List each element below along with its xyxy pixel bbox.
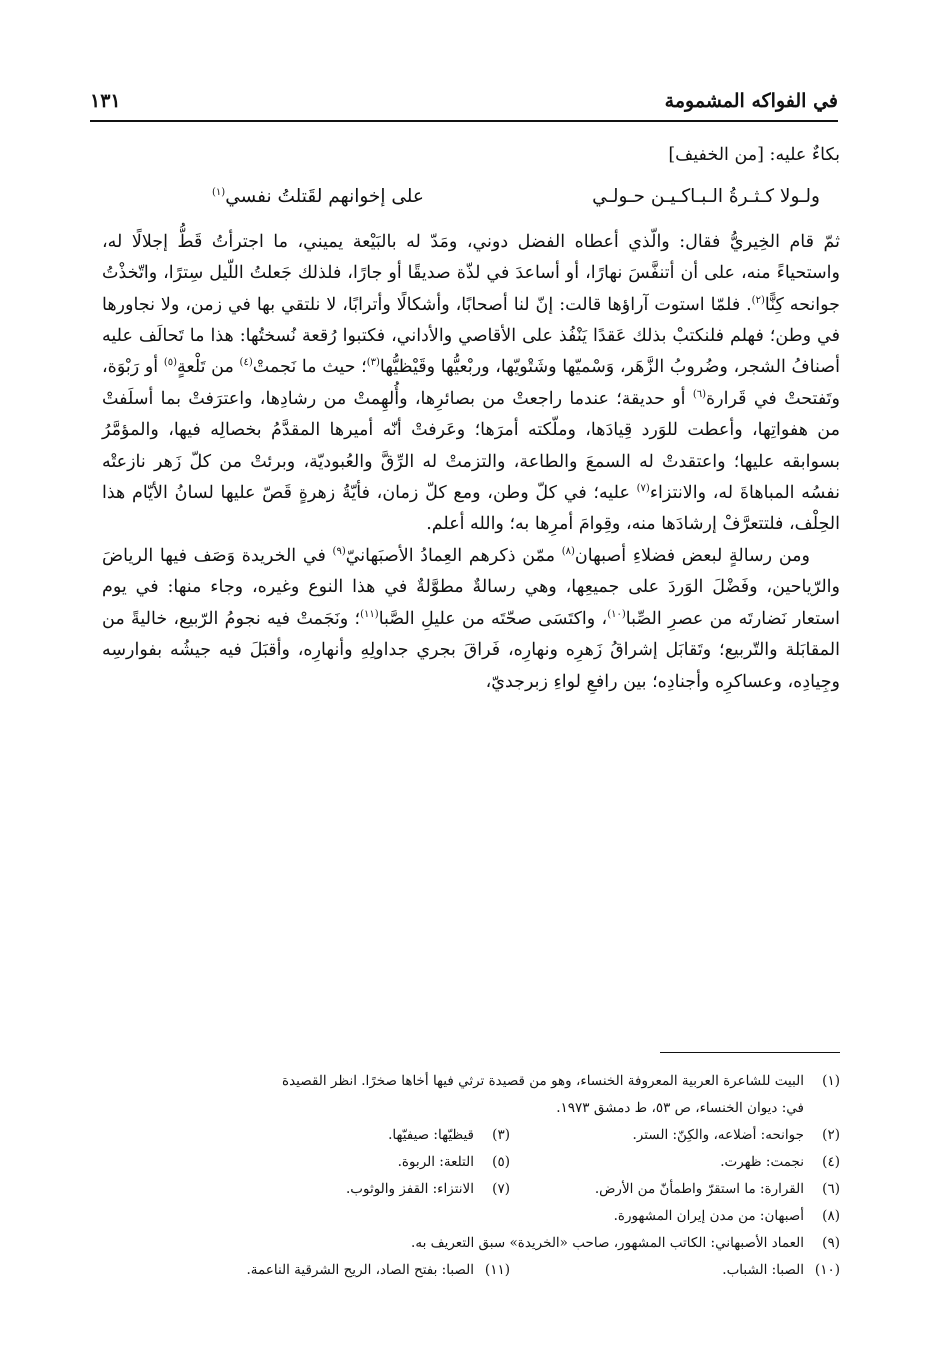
footnote-1-continuation <box>100 1095 840 1122</box>
footnote-row-6 <box>100 1230 840 1257</box>
paragraph-1-text-7: عليه؛ في كلّ وطن، ومع كلّ زمان، فأيّةُ زهرةٍ قَصّ عليها لسانُ الأيّام هذا الحِلْف، فلتتعرَّفْ إرشادَها منه، وقِوامَ أمرِها به؛ والله أعلم. <box>102 483 840 535</box>
paragraph-1-text-1: ثمّ قام الخِيريُّ فقال: والّذي أعطاه الفضل دوني، ومَدّ له بالبَيْعة يميني، ما اجترأتُ قَطُّ إجلالًا له، واستحياءً منه، على أن أتنفَّسَ نهارًا، أو أساعدَ في لذّة صديقًا أو جارًا، فلذلك جَعلتُ اللّيل سِترًا، واتّخذْتُ جوانحه كِنًّا <box>102 231 840 315</box>
footnote-number: (٤) <box>822 1154 840 1170</box>
paragraph-1-text-6: أو حديقة؛ عندما راجعتْ من بصائرِها، وأُلهِمتْ من رشادِها، واعترَفتْ بما أسلَفتْ من هفواتِها، وأعطت للوَرد قِيادَها، وملّكته أمرَها؛ وعَرفتْ أنّه أميرها المقدَّمُ بخصالِه فيها، والمؤمَّرُ بسوابقه عليها؛ واعتقدتْ له السمعَ والطاعة، والتزمتْ له الرِّقَّ والعُبوديّة، وبرئتْ من كلّ زَهر نازعتْه نفسُه المباهاةَ له، والانتزاء <box>102 388 840 504</box>
footnote-number: (١) <box>822 1073 840 1089</box>
footnote-row-3 <box>100 1149 840 1176</box>
footnote-ref-5: (٥) <box>163 357 178 369</box>
footnote-7 <box>180 1176 510 1203</box>
footnote-row-5 <box>100 1203 840 1230</box>
footnote-1 <box>100 1068 840 1095</box>
paragraph-2-text-3: في الخريدة وَصَف فيها الرياضَ والرّياحين، وفَضْلَ الوَردَ على جميعِها، وهي رسالةٌ مطوَّلةٌ في هذا النوع وغيره، وجاء منها: في يوم استعار نَضارتَه من عصرِ الصِّبا <box>102 545 841 629</box>
footnote-number: (٨) <box>822 1208 840 1224</box>
footnote-ref-11: (١١) <box>360 608 379 620</box>
footnote-text: الصبا: بفتح الصاد، الريح الشرقية الناعمة. <box>246 1262 474 1278</box>
page-number: ١٣١ <box>90 90 121 112</box>
paragraph-1-text-3: ؛ حيث ما نَجمتْ <box>252 357 367 378</box>
main-text <box>102 140 840 698</box>
verse-intro: بكاءٌ عليه: [من الخفيف] <box>668 145 840 165</box>
footnote-3 <box>180 1122 510 1149</box>
footnote-row-1 <box>100 1068 840 1095</box>
page-header <box>90 90 838 122</box>
paragraph-2 <box>102 541 840 698</box>
footnote-number: (٢) <box>822 1127 840 1143</box>
footnote-number: (٣) <box>492 1127 510 1143</box>
footnote-2 <box>510 1122 840 1149</box>
running-title: في الفواكه المشمومة <box>664 90 838 112</box>
footnote-ref-2: (٢) <box>751 294 765 306</box>
footnote-ref-4: (٤) <box>239 357 253 369</box>
footnote-text: العماد الأصبهاني: الكاتب المشهور، صاحب «الخريدة» سبق التعريف به. <box>411 1235 804 1251</box>
paragraph-1-text-4: من تَلْعةٍ <box>177 357 240 378</box>
footnote-number: (١٠) <box>814 1262 840 1278</box>
footnote-text: في: ديوان الخنساء، ص ٥٣، ط دمشق ١٩٧٣. <box>556 1100 804 1116</box>
footnote-9 <box>100 1230 840 1257</box>
paragraph-2-text-5: ؛ ونَجَمتْ فيه نجومُ الرّبيع، خاليةً من المقابَلة والتّربيع؛ وتَقابَل إشراقُ زَهرِه ونهارِه، فَراقَ بجري جداولِهِ وأنهارِه، وأقبَلَ فيه جيشُه بفوارسِه وجِيادِه، وعساكرِه وأجنادِه؛ بين رافعِ لواءِ زبرجديّ، <box>102 608 840 692</box>
footnote-text: البيت للشاعرة العربية المعروفة الخنساء، وهو من قصيدة ترثي فيها أخاها صخرًا. انظر القصيدة <box>282 1073 804 1089</box>
footnote-number: (٥) <box>492 1154 510 1170</box>
first-hemistich: ولـولا كـثـرةُ الـبـاكـيـن حـولـي <box>592 186 820 208</box>
footnote-11 <box>180 1257 510 1284</box>
footnote-number: (٩) <box>822 1235 840 1251</box>
paragraph-2-text-1: ومن رسالةٍ لبعض فضلاءِ أصبهان <box>574 545 810 566</box>
paragraph-1 <box>102 227 840 541</box>
footnote-row-4 <box>100 1176 840 1203</box>
footnote-4 <box>510 1149 840 1176</box>
second-hemistich <box>212 181 424 212</box>
footnote-ref-3: (٣) <box>366 357 380 369</box>
second-hemistich-text: على إخوانهم لقَتلتُ نفسي <box>225 186 424 208</box>
footnote-text: الصبا: الشباب. <box>722 1262 804 1278</box>
footnote-6 <box>510 1176 840 1203</box>
footnote-ref-10: (١٠) <box>607 608 626 620</box>
footnote-text: أصبهان: من مدن إيران المشهورة. <box>613 1208 804 1224</box>
footnote-divider <box>660 1052 840 1053</box>
footnote-number: (١١) <box>484 1262 510 1278</box>
poem-verse <box>212 181 820 212</box>
footnote-ref-1: (١) <box>212 187 226 199</box>
footnote-ref-6: (٦) <box>692 389 707 401</box>
footnotes <box>100 1068 840 1284</box>
paragraph-2-text-4: ، واكتَسَى صحّتَه من عليلِ الصَّبا <box>378 608 608 629</box>
footnote-5 <box>180 1149 510 1176</box>
footnote-8 <box>100 1203 840 1230</box>
footnote-text: الانتزاء: القفز والوثوب. <box>345 1181 474 1197</box>
footnote-ref-7: (٧) <box>636 483 650 495</box>
footnote-10 <box>510 1257 840 1284</box>
footnote-number: (٦) <box>822 1181 840 1197</box>
footnote-text: القرارة: ما استقرّ واطمأنّ من الأرض. <box>594 1181 804 1197</box>
footnote-row-7 <box>100 1257 840 1284</box>
footnote-number: (٧) <box>492 1181 510 1197</box>
footnote-row-2 <box>100 1122 840 1149</box>
paragraph-1-text-5: أو رَبْوَة، وتَفتحتْ في قَرارة <box>102 357 841 409</box>
footnote-text: التلعة: الربوة. <box>397 1154 474 1170</box>
footnote-text: جوانحه: أضلاعه، والكِنّ: الستر. <box>632 1127 804 1143</box>
footnote-ref-8: (٨) <box>561 546 575 558</box>
paragraph-1-text-2: . فلمّا استوت آراؤها قالت: إنّ لنا أصحابًا، وأشكالًا وأترابًا، لا نلتقي بها في زمن، ولا نجاورها في وطن؛ فهلم فلنكتبْ بذلك عَقدًا يَنْفُذ على الأقاصي والأداني، فكتبوا رُقعة نُسختُها: هذا ما تَحالَف عليه أصنافُ الشجر، وضُروبُ الزَّهَر، وَسْميّها وشَتْويّها، وربْعيُّها وقَيْظيُّها <box>102 294 841 378</box>
paragraph-2-text-2: ممّن ذكرهم العِمادُ الأصبَهانيّ <box>345 545 562 566</box>
footnote-ref-9: (٩) <box>332 546 346 558</box>
footnote-text: قيظيّها: صيفيّها. <box>388 1127 474 1143</box>
footnote-text: نجمت: ظهرت. <box>720 1154 804 1170</box>
